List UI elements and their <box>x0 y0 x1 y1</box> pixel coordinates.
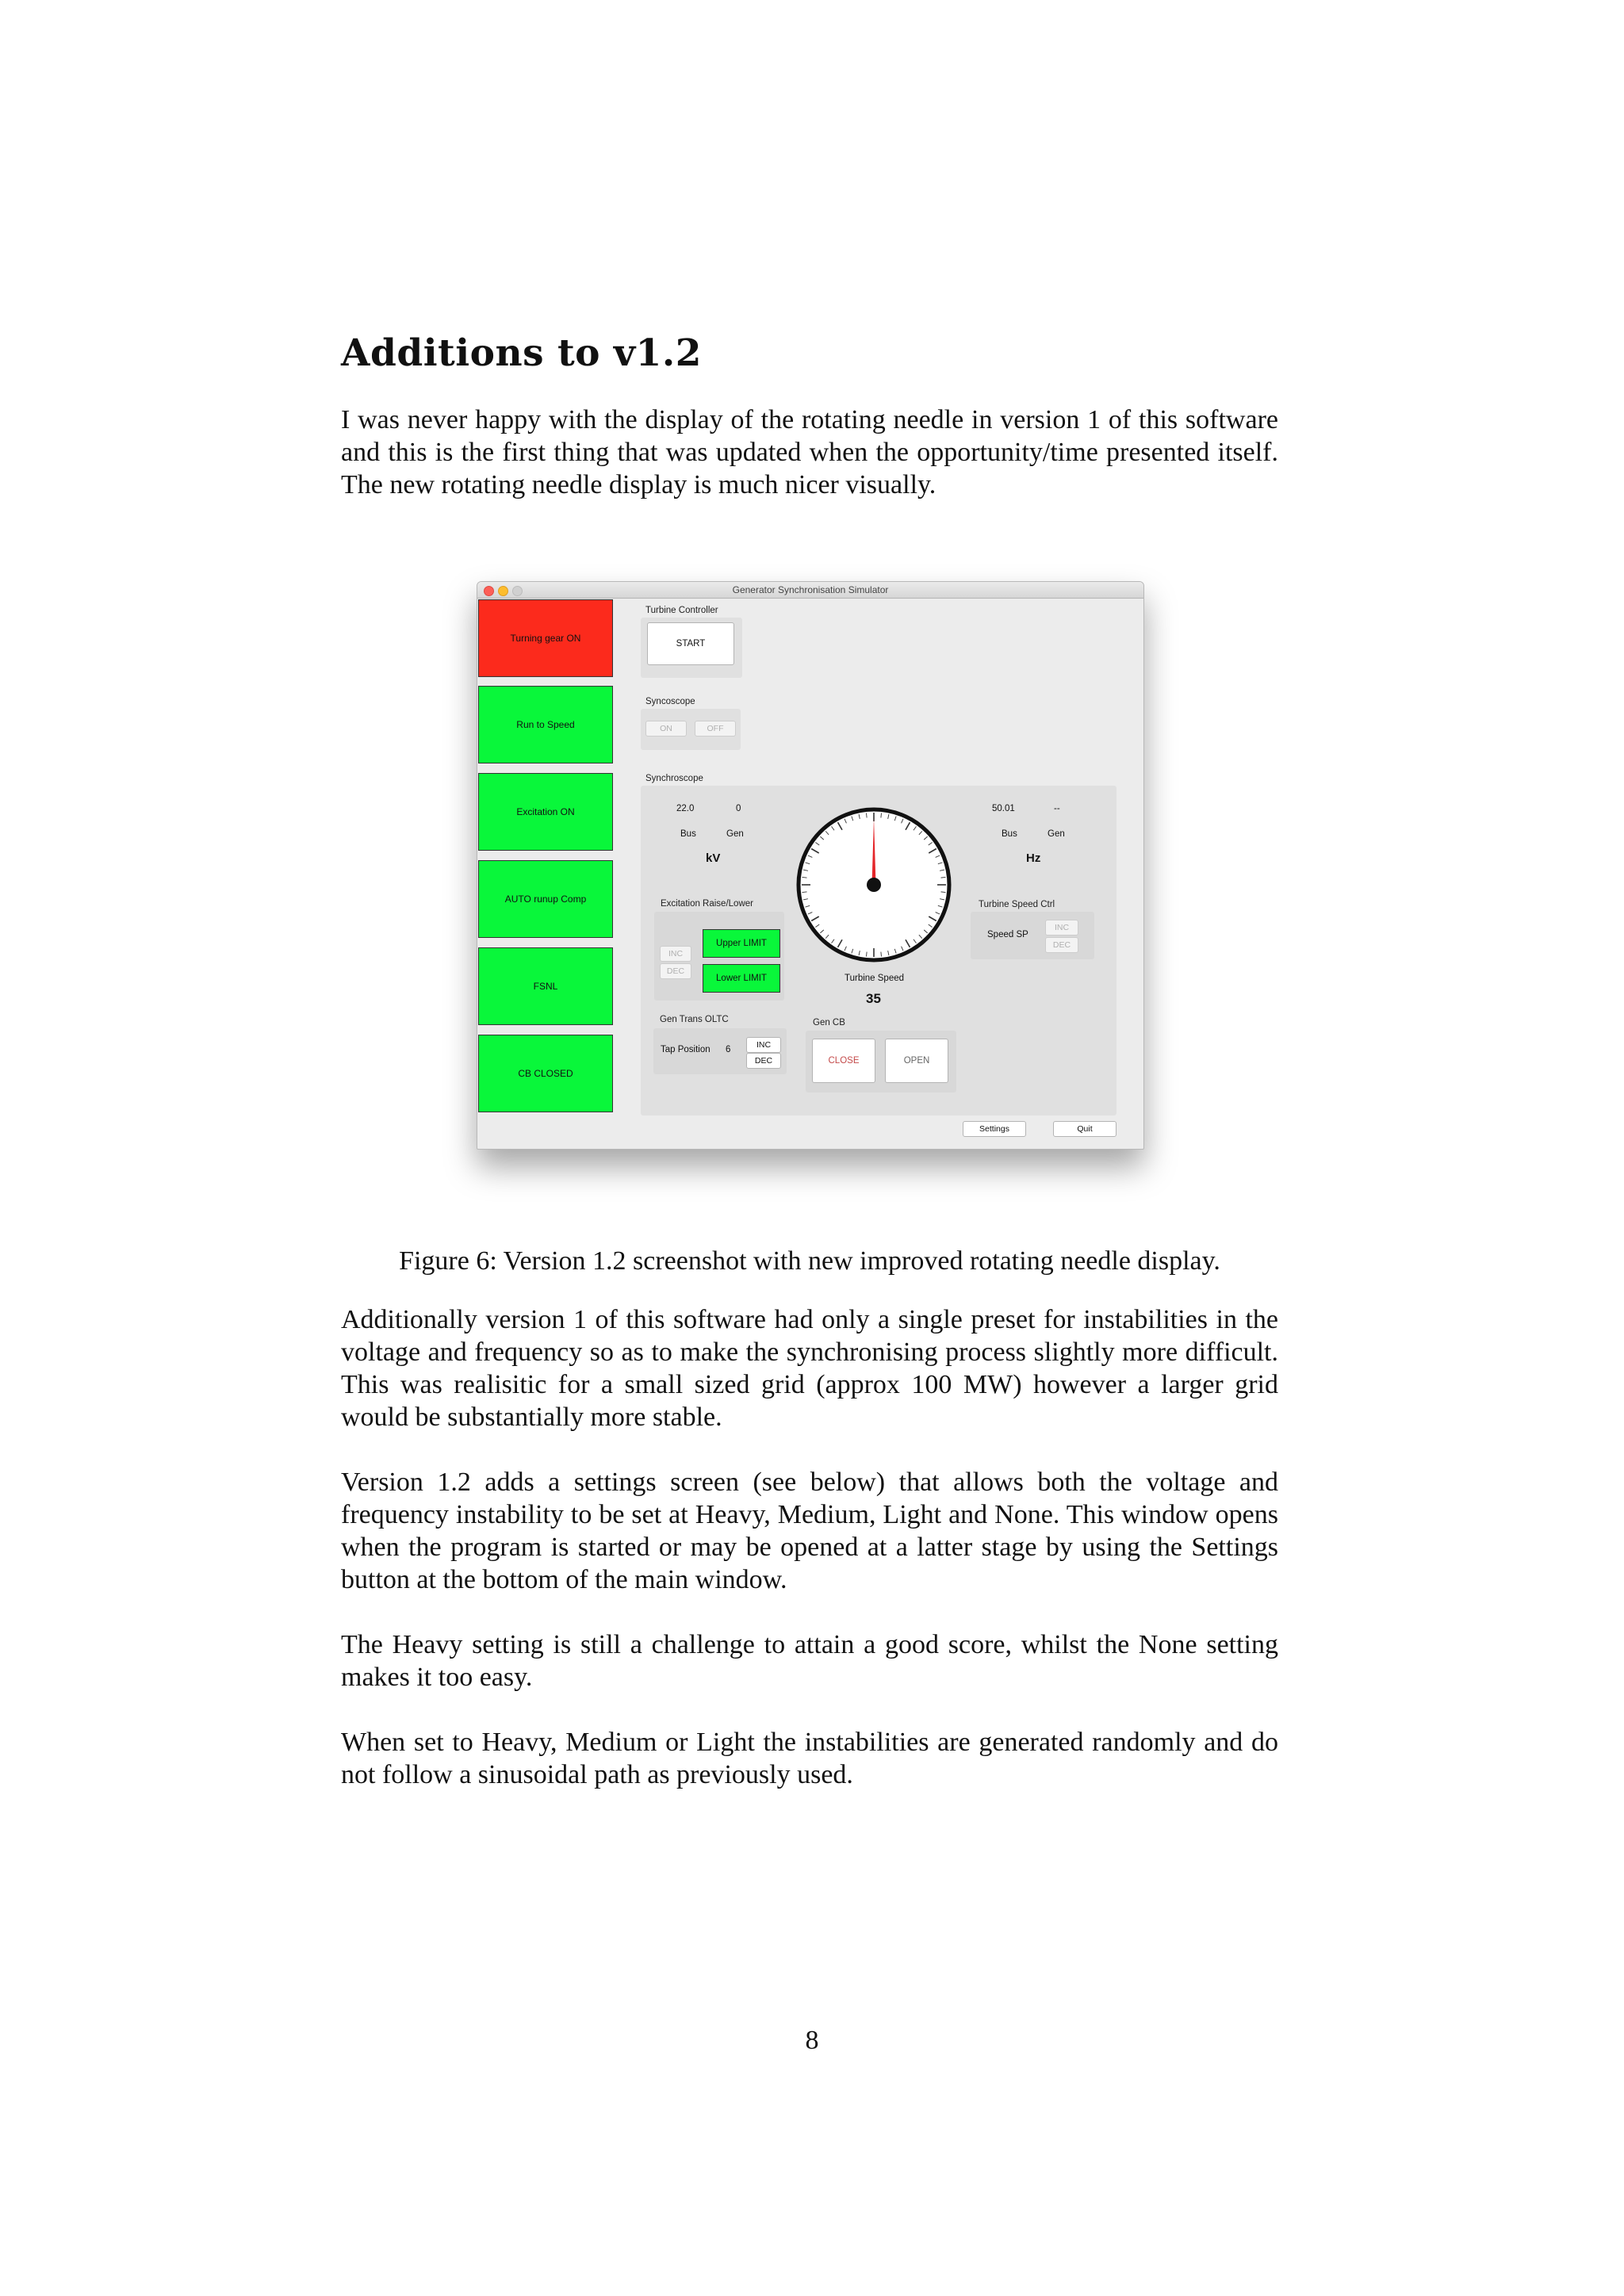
oltc-inc-button[interactable]: INC <box>746 1037 781 1053</box>
gauge-tick <box>802 877 806 878</box>
turbine-speed-value: 35 <box>866 991 881 1006</box>
hz-gen-label: Gen <box>1048 829 1065 839</box>
oltc-dec-button[interactable]: DEC <box>746 1053 781 1069</box>
status-run-to-speed: Run to Speed <box>478 686 613 763</box>
turbine-speed-ctrl-label: Turbine Speed Ctrl <box>979 900 1055 909</box>
hz-unit: Hz <box>1026 851 1041 865</box>
excitation-inc-button[interactable]: INC <box>660 946 691 962</box>
oltc-label: Gen Trans OLTC <box>660 1015 729 1024</box>
syncoscope-off-button[interactable]: OFF <box>695 721 736 737</box>
excitation-dec-button[interactable]: DEC <box>660 963 691 979</box>
gauge-hub <box>867 878 881 892</box>
paragraph-instability: Additionally version 1 of this software had only a single preset for instabilities in the voltage and frequency so as to make the synchronising process slightly more difficult. This was realisitic for a small sized grid (approx 100 MW) however a larger grid would be substantially more stable. <box>341 1305 1278 1432</box>
syncoscope-label: Syncoscope <box>645 697 695 706</box>
kv-bus-value: 22.0 <box>676 804 695 813</box>
hz-bus-value: 50.01 <box>992 804 1015 813</box>
kv-gen-label: Gen <box>726 829 744 839</box>
hz-gen-value: -- <box>1054 804 1060 813</box>
speed-sp-label: Speed SP <box>987 930 1028 939</box>
kv-gen-value: 0 <box>736 804 741 813</box>
syncoscope-on-button[interactable]: ON <box>645 721 687 737</box>
turbine-speed-label: Turbine Speed <box>845 974 905 983</box>
lower-limit-indicator: Lower LIMIT <box>703 964 780 993</box>
status-auto-runup: AUTO runup Comp <box>478 860 613 938</box>
status-excitation: Excitation ON <box>478 773 613 851</box>
gauge-tick <box>866 952 867 957</box>
cb-close-button[interactable]: CLOSE <box>812 1039 875 1083</box>
status-fsnl: FSNL <box>478 947 613 1025</box>
speed-inc-button[interactable]: INC <box>1045 920 1078 936</box>
title-bar <box>477 582 1143 599</box>
cb-open-button[interactable]: OPEN <box>885 1039 948 1083</box>
window-title: Generator Synchronisation Simulator <box>732 584 889 595</box>
excitation-label: Excitation Raise/Lower <box>661 899 753 909</box>
tap-position-value: 6 <box>726 1045 731 1054</box>
tap-position-label: Tap Position <box>661 1045 710 1054</box>
kv-bus-label: Bus <box>680 829 696 839</box>
gauge-tick <box>941 892 946 893</box>
page-number: 8 <box>805 2026 819 2055</box>
hz-bus-label: Bus <box>1002 829 1017 839</box>
figure-caption: Figure 6: Version 1.2 screenshot with new improved rotating needle display. <box>399 1246 1220 1276</box>
gen-cb-label: Gen CB <box>813 1018 845 1027</box>
upper-limit-indicator: Upper LIMIT <box>703 929 780 958</box>
quit-button[interactable]: Quit <box>1053 1121 1116 1137</box>
start-button[interactable]: START <box>647 622 734 665</box>
kv-unit: kV <box>706 851 721 865</box>
gauge-tick <box>881 813 882 817</box>
settings-button[interactable]: Settings <box>963 1121 1026 1137</box>
gauge-tick <box>941 877 946 878</box>
turbine-controller-label: Turbine Controller <box>645 606 718 615</box>
speed-dec-button[interactable]: DEC <box>1045 937 1078 953</box>
paragraph-heavy: The Heavy setting is still a challenge to attain a good score, whilst the None setting makes it too easy. <box>341 1630 1278 1692</box>
synchroscope-gauge <box>795 806 953 964</box>
gauge-tick <box>881 952 882 957</box>
status-turning-gear: Turning gear ON <box>478 599 613 677</box>
paragraph-settings: Version 1.2 adds a settings screen (see below) that allows both the voltage and frequency instability to be set at Heavy, Medium, Light and None. This window opens when the program is started or may be opened at a latter stage by using the Settings button at the bottom of the main window. <box>341 1468 1278 1594</box>
synchroscope-label: Synchroscope <box>645 774 703 783</box>
app-window <box>477 581 1144 1150</box>
section-heading: Additions to v1.2 <box>341 331 702 375</box>
status-cb: CB CLOSED <box>478 1035 613 1112</box>
gauge-tick <box>866 813 867 817</box>
intro-paragraph: I was never happy with the display of the rotating needle in version 1 of this software and this is the first thing that was updated when the opportunity/time presented itself. The new rotating needle display is much nicer visually. <box>341 405 1278 499</box>
paragraph-random: When set to Heavy, Medium or Light the instabilities are generated randomly and do not follow a sinusoidal path as previously used. <box>341 1728 1278 1789</box>
gauge-tick <box>802 892 806 893</box>
